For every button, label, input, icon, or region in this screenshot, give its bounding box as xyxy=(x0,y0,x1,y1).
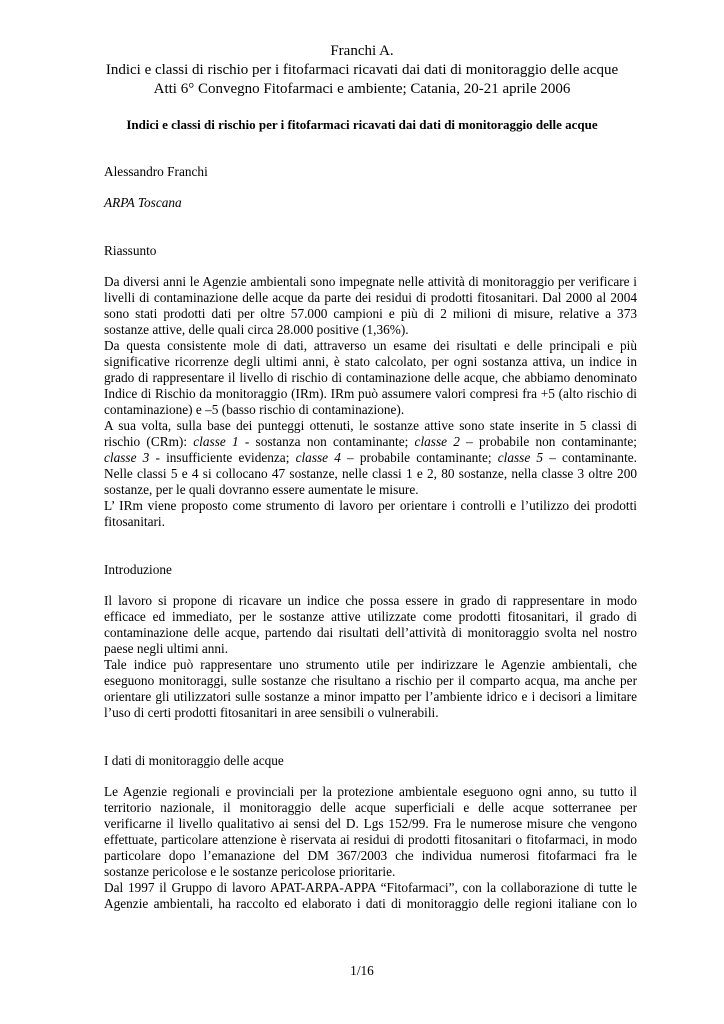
paragraph-line: contaminazione) e –5 (basso rischio di contaminazione). xyxy=(104,402,405,417)
header-title: Indici e classi di rischio per i fitofarmaci ricavati dai dati di monitoraggio delle acque xyxy=(105,62,619,78)
paragraph-line: grado di rappresentare il livello di rischio di contaminazione delle acque, che abbiamo denominato xyxy=(104,370,637,385)
paragraph-line: efficace ed immediato, per le sostanze attive utilizzate come prodotti fitosanitari, il grado di xyxy=(104,609,637,624)
section-heading-riassunto: Riassunto xyxy=(104,243,157,258)
paragraph-line: Da questa consistente mole di dati, attraverso un esame dei risultati e delle principali e più xyxy=(104,338,637,353)
paragraph-line: sono stati prodotti dati per oltre 57.000 campioni e più di 2 milioni di misure, relative a 373 xyxy=(104,306,637,321)
paragraph-line: sostanze pericolose e le sostanze pericolose prioritarie. xyxy=(104,864,396,879)
paragraph-line: contaminazione delle acque, partendo dai risultati dell’attività di monitoraggio svolta nel nostro xyxy=(104,625,637,640)
paragraph-line: significative ricorrenze degli ultimi anni, è stato calcolato, per ogni sostanza attiva, un indice in xyxy=(104,354,637,369)
paragraph-line: Dal 1997 il Gruppo di lavoro APAT-ARPA-APPA “Fitofarmaci”, con la collaborazione di tutte le xyxy=(104,880,637,895)
paragraph-line: l’uso di certi prodotti fitosanitari in aree sensibili o vulnerabili. xyxy=(104,705,439,720)
paragraph-line: orientare gli utilizzatori sulle sostanze a minor impatto per l’ambiente idrico e i decisori a limitare xyxy=(104,689,637,704)
affiliation: ARPA Toscana xyxy=(104,195,182,210)
paper-title: Indici e classi di rischio per i fitofarmaci ricavati dai dati di monitoraggio delle acque xyxy=(126,117,598,132)
paragraph-line: particolare dopo l’emanazione del DM 367/2003 che individua numerosi fitofarmaci fra le xyxy=(104,848,637,863)
paragraph-line: fitosanitari. xyxy=(104,514,165,529)
paragraph-line: Da diversi anni le Agenzie ambientali sono impegnate nelle attività di monitoraggio per verificare i xyxy=(104,274,637,289)
paragraph-line: A sua volta, sulla base dei punteggi ottenuti, le sostanze attive sono state inserite in 5 classi di xyxy=(104,418,637,433)
paragraph-line: Le Agenzie regionali e provinciali per la protezione ambientale eseguono ogni anno, su tutto il xyxy=(104,784,637,799)
paragraph-line: verificarne il livello qualitativo ai sensi del D. Lgs 152/99. Fra le numerose misure che vengono xyxy=(104,816,637,831)
paragraph-line: Indice di Rischio da monitoraggio (IRm). IRm può assumere valori compresi fra +5 (alto rischio di xyxy=(104,386,637,401)
paragraph-line: Il lavoro si propone di ricavare un indice che possa essere in grado di rappresentare in modo xyxy=(104,593,637,608)
paragraph-line: sostanze, per le quali dovranno essere aumentate le misure. xyxy=(104,482,419,497)
section-heading-introduzione: Introduzione xyxy=(104,562,172,577)
paragraph-line: livelli di contaminazione delle acque da parte dei residui di prodotti fitosanitari. Dal 2000 al 2004 xyxy=(104,290,637,305)
page-number: 1/16 xyxy=(350,963,374,978)
paragraph-line: paese negli ultimi anni. xyxy=(104,641,229,656)
paragraph-line: Agenzie ambientali, ha raccolto ed elaborato i dati di monitoraggio delle regioni italiane con lo xyxy=(104,896,637,911)
header-author: Franchi A. xyxy=(330,43,394,59)
paragraph-line: effettuate, particolare attenzione è riservata ai residui di prodotti fitosanitari o fitofarmaci, in modo xyxy=(104,832,637,847)
author-name: Alessandro Franchi xyxy=(104,164,208,179)
section-heading-dati: I dati di monitoraggio delle acque xyxy=(104,753,284,768)
paragraph-line: classe 3 - insufficiente evidenza; classe 4 – probabile contaminante; classe 5 – contaminante. xyxy=(104,450,637,465)
paragraph-line: rischio (CRm): classe 1 - sostanza non contaminante; classe 2 – probabile non contaminante; xyxy=(104,434,637,449)
paragraph-line: Tale indice può rappresentare uno strumento utile per indirizzare le Agenzie ambientali, che xyxy=(104,657,637,672)
paragraph-line: Nelle classi 5 e 4 si collocano 47 sostanze, nelle classi 1 e 2, 80 sostanze, nella classe 3 oltre 200 xyxy=(104,466,637,481)
paragraph-line: eseguono monitoraggi, sulle sostanze che risultano a rischio per il comparto acqua, ma anche per xyxy=(104,673,637,688)
paragraph-line: L’ IRm viene proposto come strumento di lavoro per orientare i controlli e l’utilizzo dei prodotti xyxy=(104,498,637,513)
header-conference: Atti 6° Convegno Fitofarmaci e ambiente; Catania, 20-21 aprile 2006 xyxy=(153,81,571,97)
paragraph-line: territorio nazionale, il monitoraggio delle acque superficiali e delle acque sotterranee per xyxy=(104,800,637,815)
paragraph-line: sostanze attive, delle quali circa 28.000 positive (1,36%). xyxy=(104,322,409,337)
